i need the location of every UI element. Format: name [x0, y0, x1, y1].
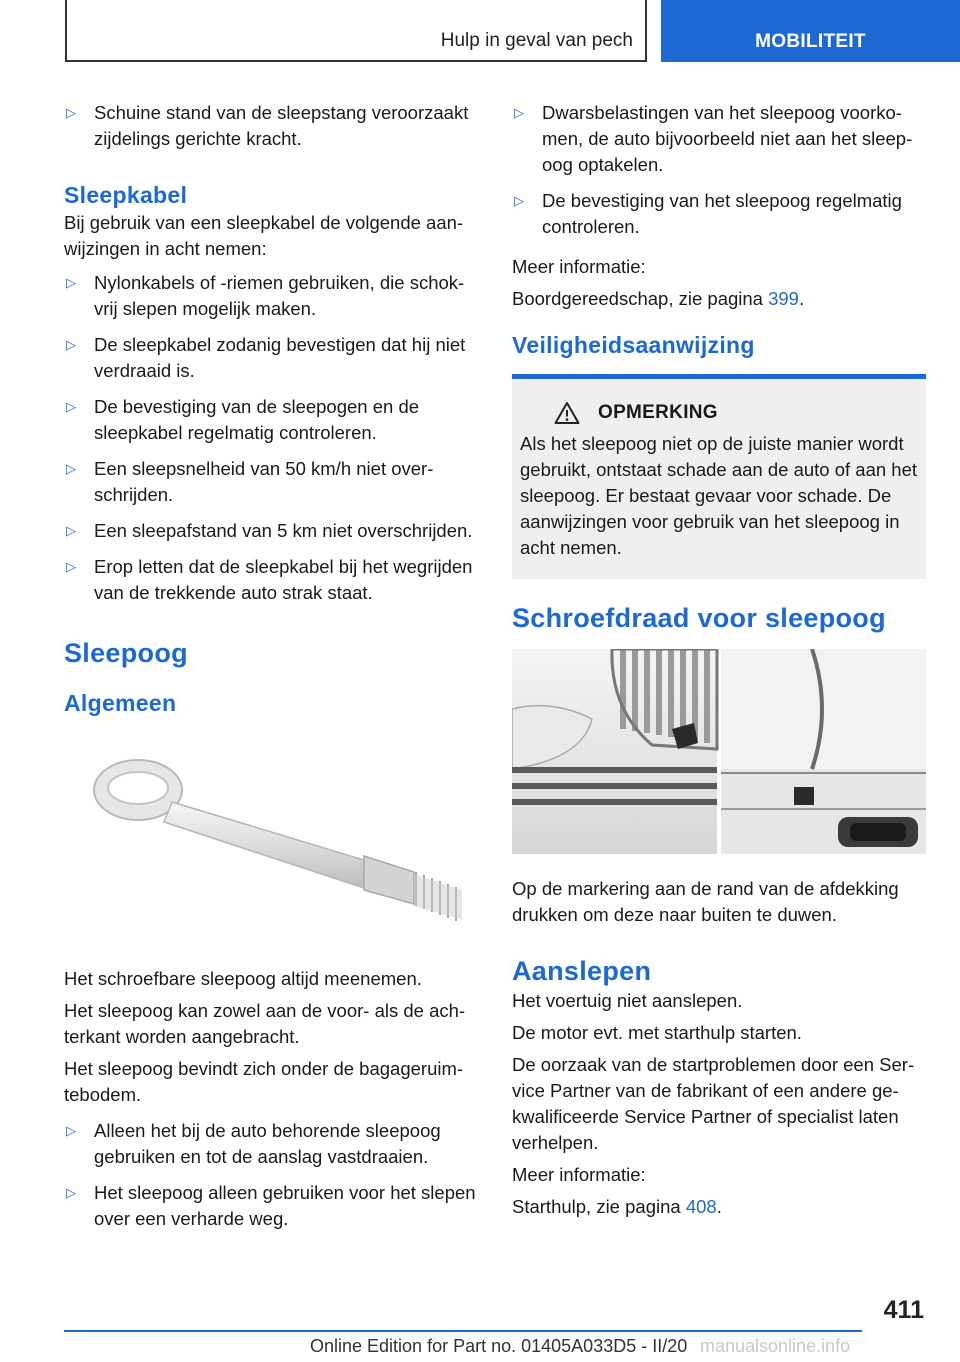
bullet-item: ▷ Nylonkabels of -riemen gebruiken, die schokvrij slepen mogelijk maken.: [66, 272, 465, 319]
jump-paragraph: De oorzaak van de startproblemen door een Service Partner van de fabrikant of een andere gekwalificeerde Service Partner of specialist laten verhelpen.: [512, 1054, 915, 1153]
bullet-item: ▷ De sleepkabel zodanig bevestigen dat hij niet verdraaid is.: [66, 334, 466, 381]
watermark-text: manualsonline.info: [700, 1336, 851, 1356]
jump-more-info-label: Meer informatie:: [512, 1164, 646, 1185]
section-heading-jump: Aanslepen: [512, 956, 652, 986]
bullet-item: ▷ Een sleepsnelheid van 50 km/h niet overschrijden.: [66, 458, 434, 505]
bullet-triangle-icon: ▷: [66, 275, 76, 290]
tow-eye-thread-photo: [512, 649, 926, 854]
page-link-399[interactable]: 399: [768, 288, 799, 309]
note-header: [520, 401, 918, 425]
note-text: Als het sleepoog niet op de juiste manier wordt gebruikt, ontstaat schade aan de auto of aan het sleepoog. Er bestaat gevaar voor schade. De aanwijzingen voor gebruik van het sleepoog in acht nemen.: [520, 433, 918, 558]
header-chapter-tab[interactable]: MOBILITEIT: [661, 0, 960, 62]
more-info-label: Meer informatie:: [512, 256, 646, 277]
tow-eye-bullets: [64, 1118, 478, 1232]
tow-eye-illustration: [64, 732, 478, 952]
bullet-item: ▷ Alleen het bij de auto behorende sleepoog gebruiken en tot de aanslag vastdraaien.: [66, 1120, 441, 1167]
jump-paragraph: Het voertuig niet aanslepen.: [512, 990, 743, 1011]
bullet-triangle-icon: ▷: [66, 523, 76, 538]
bullet-triangle-icon: ▷: [66, 105, 76, 120]
bullet-item: ▷ Schuine stand van de sleepstang veroorzaakt zijdelings gerichte kracht.: [66, 102, 469, 149]
note-label: OPMERKING: [598, 402, 718, 423]
header-section-title: Hulp in geval van pech: [440, 30, 633, 51]
footer-divider: [64, 1330, 862, 1332]
thread-caption: Op de markering aan de rand van de afdekking drukken om deze naar buiten te duwen.: [512, 878, 899, 925]
section-heading-tow-eye: Sleepoog: [64, 638, 188, 668]
section-heading-tow-cable: Sleepkabel: [64, 182, 188, 208]
bullet-triangle-icon: ▷: [66, 461, 76, 476]
jump-more-info-reference: Starthulp, zie pagina 408.: [512, 1196, 722, 1217]
bullet-triangle-icon: ▷: [514, 193, 524, 208]
bullet-item: ▷ Het sleepoog alleen gebruiken voor het slepen over een verharde weg.: [66, 1182, 476, 1229]
tow-eye-paragraph: Het schroefbare sleepoog altijd meenemen.: [64, 968, 422, 989]
bullet-item: ▷ Een sleepafstand van 5 km niet overschrijden.: [64, 518, 478, 544]
bullet-triangle-icon: ▷: [66, 1123, 76, 1138]
page-number: 411: [883, 1296, 924, 1324]
bullet-triangle-icon: ▷: [66, 337, 76, 352]
tow-cable-intro: Bij gebruik van een sleepkabel de volgende aanwijzingen in acht nemen:: [64, 212, 464, 259]
edition-text: Online Edition for Part no. 01405A033D5 - II/20: [310, 1336, 688, 1356]
bullet-item: ▷ Dwarsbelastingen van het sleepoog voorkomen, de auto bijvoorbeeld niet aan het sleepoog optakelen.: [514, 102, 913, 175]
bullet-triangle-icon: ▷: [66, 399, 76, 414]
section-heading-thread: Schroefdraad voor sleepoog: [512, 603, 886, 633]
tow-eye-paragraph: Het sleepoog kan zowel aan de voor- als de achterkant worden aangebracht.: [64, 1000, 466, 1047]
left-column: [64, 100, 478, 1242]
bullet-item: ▷ De bevestiging van het sleepoog regelmatig controleren.: [514, 190, 902, 237]
header-frame: [65, 0, 647, 62]
bullet-triangle-icon: ▷: [66, 559, 76, 574]
tow-cable-bullets: [64, 270, 478, 606]
warning-note-box: [512, 374, 926, 579]
bullet-triangle-icon: ▷: [66, 1185, 76, 1200]
bullet-item: ▷ Erop letten dat de sleepkabel bij het wegrijden van de trekkende auto strak staat.: [66, 556, 473, 603]
bullet-triangle-icon: ▷: [514, 105, 524, 120]
tow-eye-paragraph: Het sleepoog bevindt zich onder de bagageruimtebodem.: [64, 1058, 464, 1105]
warning-icon: [554, 401, 580, 425]
section-heading-safety: Veiligheidsaanwijzing: [512, 332, 755, 358]
right-column: [512, 100, 926, 1226]
page-link-408[interactable]: 408: [685, 1196, 717, 1217]
jump-paragraph: De motor evt. met starthulp starten.: [512, 1022, 802, 1043]
bullet-item: ▷ De bevestiging van de sleepogen en de sleepkabel regelmatig controleren.: [66, 396, 420, 443]
more-info-reference: Boordgereedschap, zie pagina 399.: [512, 288, 805, 309]
subheading-general: Algemeen: [64, 690, 177, 716]
